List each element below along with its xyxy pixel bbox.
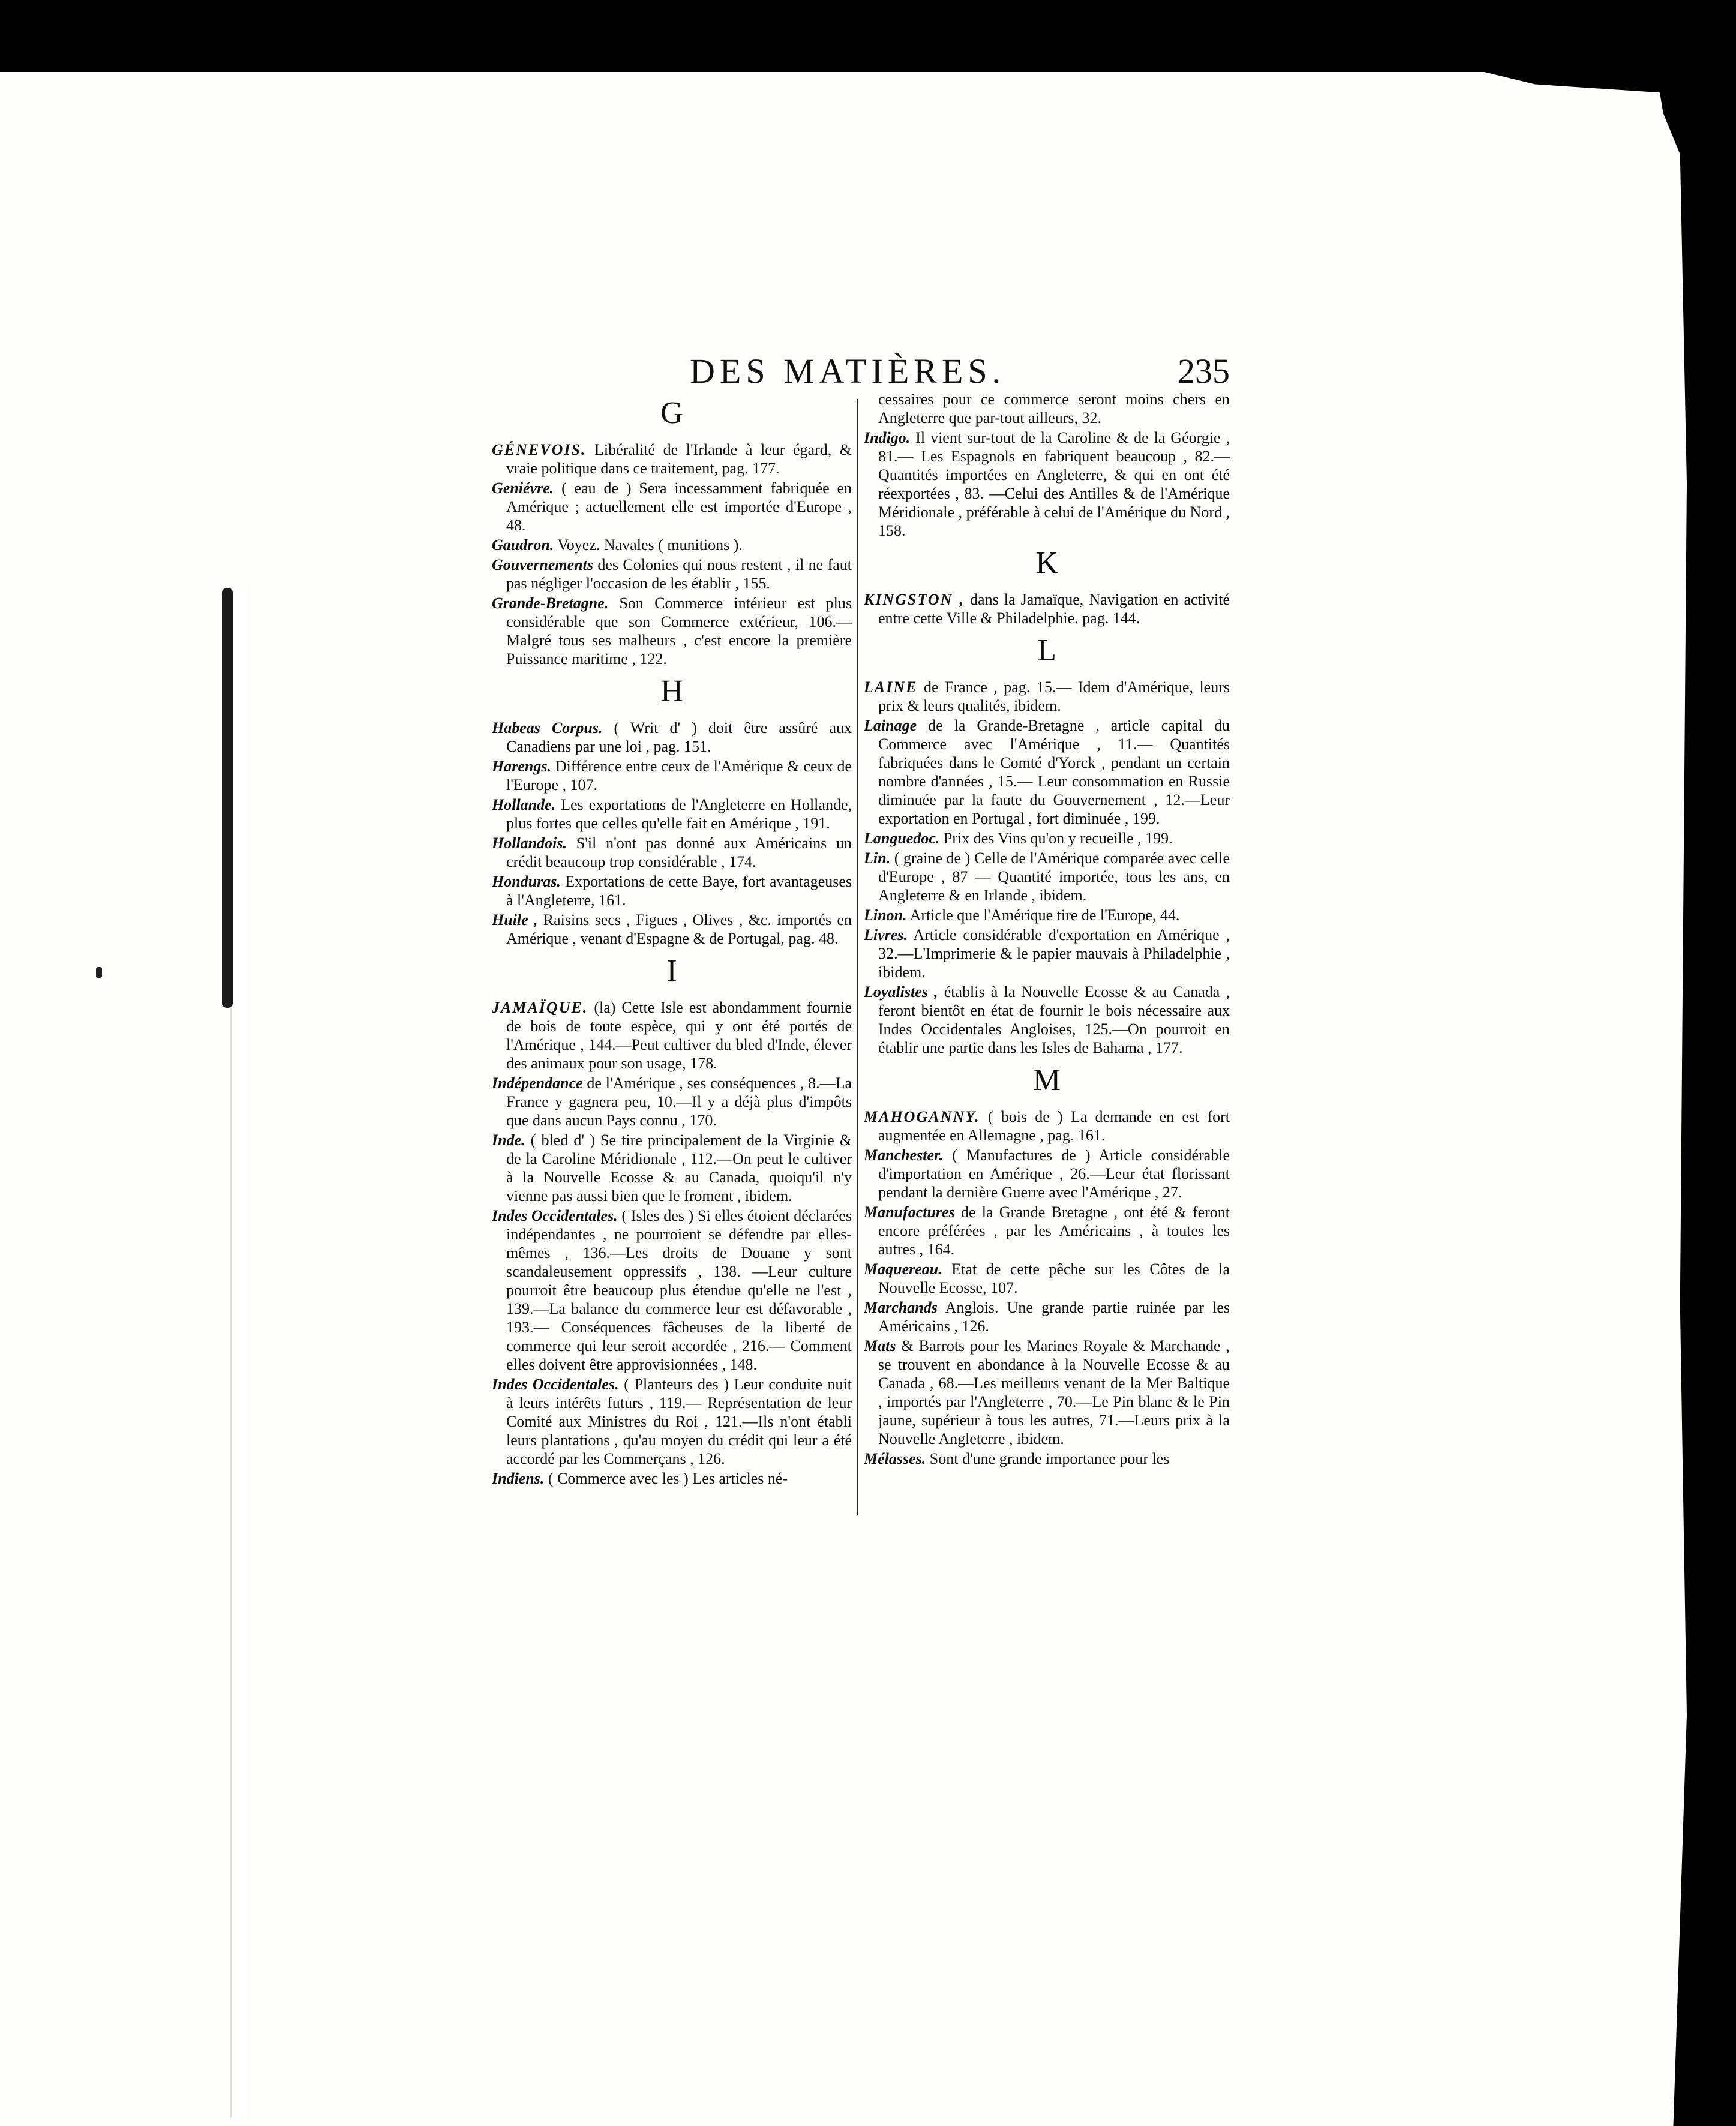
index-entry — [492, 479, 852, 534]
entry-text: Exportations de cette Baye, fort avantageuses à l'Angleterre, 161. — [506, 873, 852, 909]
entry-text: ( Writ d' ) doit être assûré aux Canadiens par une loi , pag. 151. — [506, 719, 852, 755]
index-column-right — [864, 390, 1230, 1554]
index-entry — [864, 849, 1230, 905]
entry-text: ( Planteurs des ) Leur conduite nuit à leurs intérêts futurs , 119.— Représentation de leur Comité aux Ministres du Roi , 121.—Ils n'ont établi leurs plantations , qu'au moyen du crédit qui leur a été accordé par les Commerçans , 126. — [506, 1376, 852, 1467]
index-entry — [864, 678, 1230, 715]
entry-headword: Loyalistes , — [864, 983, 938, 1001]
entry-headword: Manufactures — [864, 1203, 955, 1221]
page-gutter — [230, 588, 247, 2118]
entry-headword: Marchands — [864, 1299, 938, 1316]
entry-text: Son Commerce intérieur est plus considérable que son Commerce extérieur, 106.—Malgré tous ses malheurs , c'est encore la première Puissance maritime , 122. — [506, 594, 852, 668]
entry-text: Article que l'Amérique tire de l'Europe, 44. — [906, 906, 1180, 924]
entry-text: Raisins secs , Figues , Olives , &c. importés en Amérique , venant d'Espagne & de Portugal, pag. 48. — [506, 911, 852, 947]
entry-text: Il vient sur-tout de la Caroline & de la Géorgie , 81.— Les Espagnols en fabriquent beaucoup , 82.— Quantités importées en Angleterre, & qui en ont été réexportées , 83. —Celui des Antilles & de l'Amérique Méridionale , préférable à celui de l'Amérique du Nord , 158. — [878, 429, 1230, 539]
binding-stitch — [222, 588, 233, 1008]
entry-headword: Indes Occidentales. — [492, 1376, 619, 1393]
entry-text: ( Manufactures de ) Article considérable d'importation en Amérique , 26.—Leur état florissant pendant la dernière Guerre avec l'Amérique , 27. — [878, 1146, 1230, 1201]
entry-headword: Inde. — [492, 1131, 525, 1149]
index-entry — [492, 440, 852, 478]
entry-text: Les exportations de l'Angleterre en Hollande, plus fortes que celles qu'elle fait en Amérique , 191. — [506, 796, 852, 832]
index-entry — [492, 1131, 852, 1205]
index-entry — [492, 1469, 852, 1488]
index-entry — [864, 1107, 1230, 1145]
entry-headword: Indes Occidentales. — [492, 1207, 618, 1224]
entry-text: ( eau de ) Sera incessamment fabriquée en Amérique ; actuellement elle est importée d'Europe , 48. — [506, 479, 852, 534]
entry-text: & Barrots pour les Marines Royale & Marchande , se trouvent en abondance à la Nouvelle Ecosse & au Canada , 68.—Les meilleurs venant de la Mer Baltique , importés par l'Angleterre , 70.—Le Pin blanc & le Pin jaune, supérieur à tous les autres, 71.—Leurs prix à la Nouvelle Angleterre , ibidem. — [878, 1337, 1230, 1448]
running-header — [690, 351, 1230, 393]
entry-text: Libéralité de l'Irlande à leur égard, & vraie politique dans ce traitement, pag. 177. — [506, 441, 852, 477]
index-entry — [864, 716, 1230, 828]
entry-headword: Lainage — [864, 717, 917, 734]
index-column-left — [492, 390, 852, 1554]
entry-headword: Indigo. — [864, 429, 911, 446]
column-divider — [857, 399, 858, 1515]
index-entry — [864, 1449, 1230, 1468]
entry-text: Etat de cette pêche sur les Côtes de la Nouvelle Ecosse, 107. — [878, 1260, 1230, 1296]
running-title: DES MATIÈRES. — [690, 352, 1006, 391]
entry-text: Sont d'une grande importance pour les — [926, 1450, 1170, 1467]
entry-headword: Livres. — [864, 926, 908, 944]
index-entry — [864, 390, 1230, 427]
entry-headword: Gaudron. — [492, 536, 554, 554]
index-entry — [492, 594, 852, 668]
index-entry — [864, 1146, 1230, 1202]
section-letter: G — [660, 396, 683, 430]
index-entry — [864, 829, 1230, 848]
entry-headword: LAINE — [864, 678, 918, 696]
section-letter: M — [1032, 1063, 1061, 1097]
entry-headword: Hollandois. — [492, 834, 567, 852]
entry-text: (la) Cette Isle est abondamment fournie de bois de toute espèce, qui y ont été portés de l'Amérique , 144.—Peut cultiver du bled d'Inde, élever des animaux pour son usage, 178. — [506, 999, 852, 1072]
index-entry — [864, 590, 1230, 627]
entry-headword: Honduras. — [492, 873, 561, 890]
index-entry — [492, 998, 852, 1073]
entry-text: ( Commerce avec les ) Les articles né- — [544, 1470, 788, 1487]
index-entry — [492, 911, 852, 948]
entry-headword: Gouvernements — [492, 556, 593, 573]
entry-headword: Languedoc. — [864, 830, 940, 847]
entry-headword: Hollande. — [492, 796, 556, 813]
entry-headword: Huile , — [492, 911, 538, 929]
entry-text: Voyez. Navales ( munitions ). — [554, 536, 743, 554]
entry-headword: Geniévre. — [492, 479, 554, 497]
index-entry — [492, 536, 852, 554]
index-entry — [492, 1074, 852, 1130]
entry-text: Prix des Vins qu'on y recueille , 199. — [939, 830, 1173, 847]
entry-text: ( bois de ) La demande en est fort augmentée en Allemagne , pag. 161. — [878, 1108, 1230, 1144]
page-number: 235 — [1178, 352, 1230, 391]
index-entry — [864, 1298, 1230, 1335]
entry-headword: Indiens. — [492, 1470, 545, 1487]
entry-text: dans la Jamaïque, Navigation en activité entre cette Ville & Philadelphie. pag. 144. — [878, 591, 1230, 627]
index-entry — [492, 795, 852, 833]
index-entry — [492, 834, 852, 871]
entry-headword: GÉNEVOIS. — [492, 441, 587, 458]
entry-text: de France , pag. 15.— Idem d'Amérique, leurs prix & leurs qualités, ibidem. — [878, 678, 1230, 714]
entry-headword: Indépendance — [492, 1074, 583, 1092]
index-entry — [864, 1260, 1230, 1297]
index-entry — [492, 872, 852, 909]
index-entry — [864, 906, 1230, 924]
index-entry — [864, 983, 1230, 1057]
entry-text: ( Isles des ) Si elles étoient déclarées indépendantes , ne pourroient se défendre par elles-mêmes , 136.—Les droits de Douane y sont scandaleusement oppressifs , 138. —Leur culture pourroit être beaucoup plus étendue qu'elle ne l'est , 139.—La balance du commerce leur est défavorable , 193.— Conséquences fâcheuses de la liberté de commerce qui leur seroit accordée , 216.— Comment elles doivent être approvisionnées , 148. — [506, 1207, 852, 1373]
entry-text: Anglois. Une grande partie ruinée par les Américains , 126. — [878, 1299, 1230, 1335]
entry-headword: Manchester. — [864, 1146, 944, 1164]
section-letter: H — [660, 674, 683, 708]
entry-headword: Grande-Bretagne. — [492, 594, 609, 612]
entry-headword: Mats — [864, 1337, 896, 1355]
entry-headword: Linon. — [864, 906, 907, 924]
entry-text: de la Grande-Bretagne , article capital du Commerce avec l'Amérique , 11.— Quantités fabriquées dans le Comté d'Yorck , pendant un certain nombre d'années , 15.— Leur consommation en Russie diminuée par la faute du Gouvernement , 12.—Leur exportation en Portugal , fort diminuée , 199. — [878, 717, 1230, 827]
entry-text: de l'Amérique , ses conséquences , 8.—La France y gagnera peu, 10.—Il y a déjà plus d'impôts que dans aucun Pays connu , 170. — [506, 1074, 852, 1129]
entry-headword: KINGSTON , — [864, 591, 965, 608]
entry-text: cessaires pour ce commerce seront moins chers en Angleterre que par-tout ailleurs, 32. — [878, 391, 1230, 427]
index-entry — [864, 1337, 1230, 1448]
entry-text: établis à la Nouvelle Ecosse & au Canada , feront bientôt en état de fournir le bois nécessaire aux Indes Occidentales Angloises, 125.—On pourroit en établir une partie dans les Isles de Bahama , 177. — [878, 983, 1230, 1056]
entry-text: ( graine de ) Celle de l'Amérique comparée avec celle d'Europe , 87 — Quantité importée, tous les ans, en Angleterre & en Irlande , ibidem. — [878, 849, 1230, 904]
entry-text: de la Grande Bretagne , ont été & feront encore préférées , par les Américains , à toutes les autres , 164. — [878, 1203, 1230, 1258]
entry-text: Différence entre ceux de l'Amérique & ceux de l'Europe , 107. — [506, 758, 852, 794]
section-letter: I — [666, 954, 677, 988]
entry-text: ( bled d' ) Se tire principalement de la Virginie & de la Caroline Méridionale , 112.—On peut le cultiver à la Nouvelle Ecosse & au Canada, quoiqu'il n'y vienne pas aussi bien que le froment , ibidem. — [506, 1131, 852, 1205]
entry-headword: JAMAÏQUE. — [492, 999, 588, 1016]
entry-headword: Mélasses. — [864, 1450, 926, 1467]
entry-text: S'il n'ont pas donné aux Américains un crédit beaucoup trop considérable , 174. — [506, 834, 852, 870]
section-letter: L — [1037, 633, 1056, 668]
index-entry — [864, 926, 1230, 981]
entry-headword: Maquereau. — [864, 1260, 942, 1278]
index-entry — [864, 1203, 1230, 1259]
index-entry — [492, 757, 852, 794]
entry-text: Article considérable d'exportation en Amérique , 32.—L'Imprimerie & le papier mauvais à Philadelphie , ibidem. — [878, 926, 1230, 981]
entry-headword: Lin. — [864, 849, 891, 867]
index-entry — [492, 555, 852, 593]
section-letter: K — [1035, 546, 1058, 580]
index-entry — [492, 1375, 852, 1468]
entry-text: des Colonies qui nous restent , il ne faut pas négliger l'occasion de les établir , 155. — [506, 556, 852, 592]
entry-headword: MAHOGANNY. — [864, 1108, 980, 1125]
ink-mark — [96, 967, 102, 978]
index-entry — [864, 428, 1230, 540]
index-entry — [492, 719, 852, 756]
entry-headword: Habeas Corpus. — [492, 719, 603, 737]
entry-headword: Harengs. — [492, 758, 551, 775]
index-entry — [492, 1206, 852, 1374]
